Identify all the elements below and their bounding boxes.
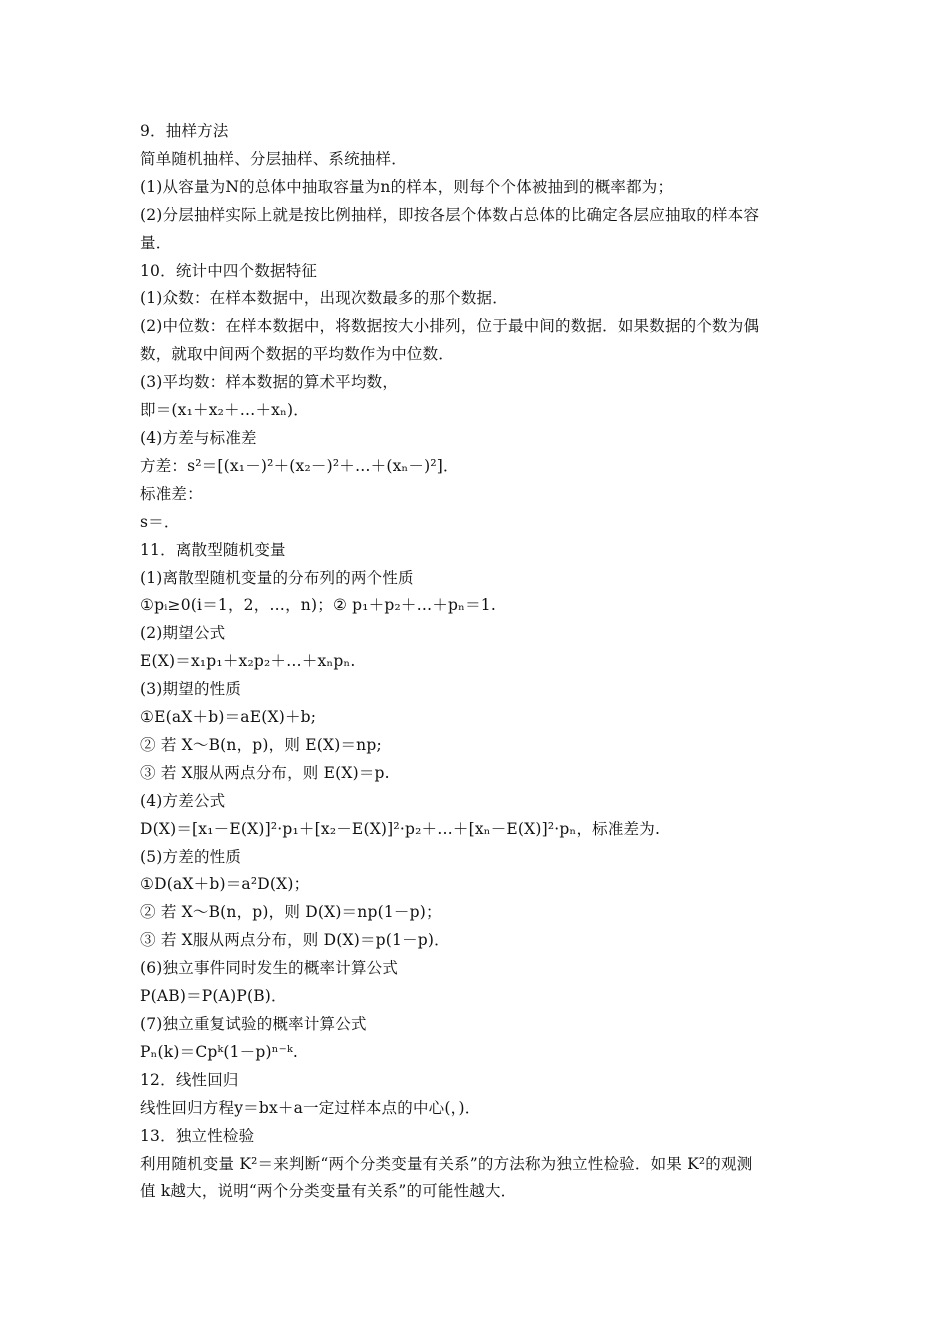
text-line: 数，就取中间两个数据的平均数作为中位数． <box>140 345 455 364</box>
document-body <box>140 118 820 1206</box>
formula-line: P(AB)＝P(A)P(B)． <box>140 987 287 1006</box>
text-line: (7)独立重复试验的概率计算公式 <box>140 1015 367 1033</box>
text-line: 值 k越大，说明“两个分类变量有关系”的可能性越大． <box>140 1182 517 1201</box>
formula-line: ② 若 X～B(n，p)，则 D(X)＝np(1－p)； <box>140 903 442 922</box>
formula-line: ② 若 X～B(n，p)，则 E(X)＝np; <box>140 735 382 754</box>
formula-line: ③ 若 X服从两点分布，则 E(X)＝p. <box>140 763 390 782</box>
formula-line: 即＝(x₁＋x₂＋…＋xₙ)． <box>140 401 309 420</box>
text-line: (6)独立事件同时发生的概率计算公式 <box>140 959 399 978</box>
text-line: (2)分层抽样实际上就是按比例抽样，即按各层个体数占总体的比确定各层应抽取的样本容 <box>140 205 760 224</box>
formula-line: ③ 若 X服从两点分布，则 D(X)＝p(1－p)． <box>140 931 450 950</box>
formula-line: ①D(aX＋b)＝a²D(X)； <box>140 875 310 894</box>
section-heading-independence-test: 13．独立性检验 <box>140 1126 255 1145</box>
text-line: (4)方差公式 <box>140 791 226 810</box>
formula-line: 方差：s²＝[(x₁－)²＋(x₂－)²＋…＋(xₙ－)²]． <box>140 456 459 475</box>
section-heading-regression: 12．线性回归 <box>140 1070 239 1089</box>
section-heading-random-variable: 11．离散型随机变量 <box>140 540 286 559</box>
formula-line: D(X)＝[x₁－E(X)]²·p₁＋[x₂－E(X)]²·p₂＋…＋[xₙ－E(X)]²·pₙ，标准差为. <box>140 819 661 838</box>
text-line: (3)期望的性质 <box>140 680 242 699</box>
text-line: 利用随机变量 K²＝来判断“两个分类变量有关系”的方法称为独立性检验．如果 K²的观测 <box>140 1154 753 1173</box>
text-line: (2)中位数：在样本数据中，将数据按大小排列，位于最中间的数据．如果数据的个数为偶 <box>140 317 760 336</box>
text-line: (3)平均数：样本数据的算术平均数， <box>140 373 399 392</box>
section-heading-statistics: 10．统计中四个数据特征 <box>140 261 318 280</box>
text-line: (5)方差的性质 <box>140 847 242 866</box>
formula-line: Pₙ(k)＝Cpᵏ(1－p)ⁿ⁻ᵏ. <box>140 1042 299 1061</box>
section-heading-sampling: 9．抽样方法 <box>140 122 229 140</box>
text-line: (2)期望公式 <box>140 624 226 643</box>
text-line: (4)方差与标准差 <box>140 428 257 447</box>
text-line: 标准差： <box>140 484 203 503</box>
formula-line: ①pᵢ≥0(i＝1，2，…，n)；② p₁＋p₂＋…＋pₙ＝1. <box>140 596 496 615</box>
formula-line: s＝． <box>140 512 180 531</box>
formula-line: 线性回归方程y＝bx＋a一定过样本点的中心(，)． <box>140 1098 481 1117</box>
formula-line: E(X)＝x₁p₁＋x₂p₂＋…＋xₙpₙ. <box>140 652 356 671</box>
formula-line: ①E(aX＋b)＝aE(X)＋b; <box>140 708 317 727</box>
text-line: 简单随机抽样、分层抽样、系统抽样． <box>140 149 407 168</box>
text-line: (1)离散型随机变量的分布列的两个性质 <box>140 568 414 587</box>
text-line: (1)众数：在样本数据中，出现次数最多的那个数据． <box>140 289 508 308</box>
text-line: 量． <box>140 233 172 252</box>
text-line: (1)从容量为N的总体中抽取容量为n的样本，则每个个体被抽到的概率都为； <box>140 177 674 196</box>
